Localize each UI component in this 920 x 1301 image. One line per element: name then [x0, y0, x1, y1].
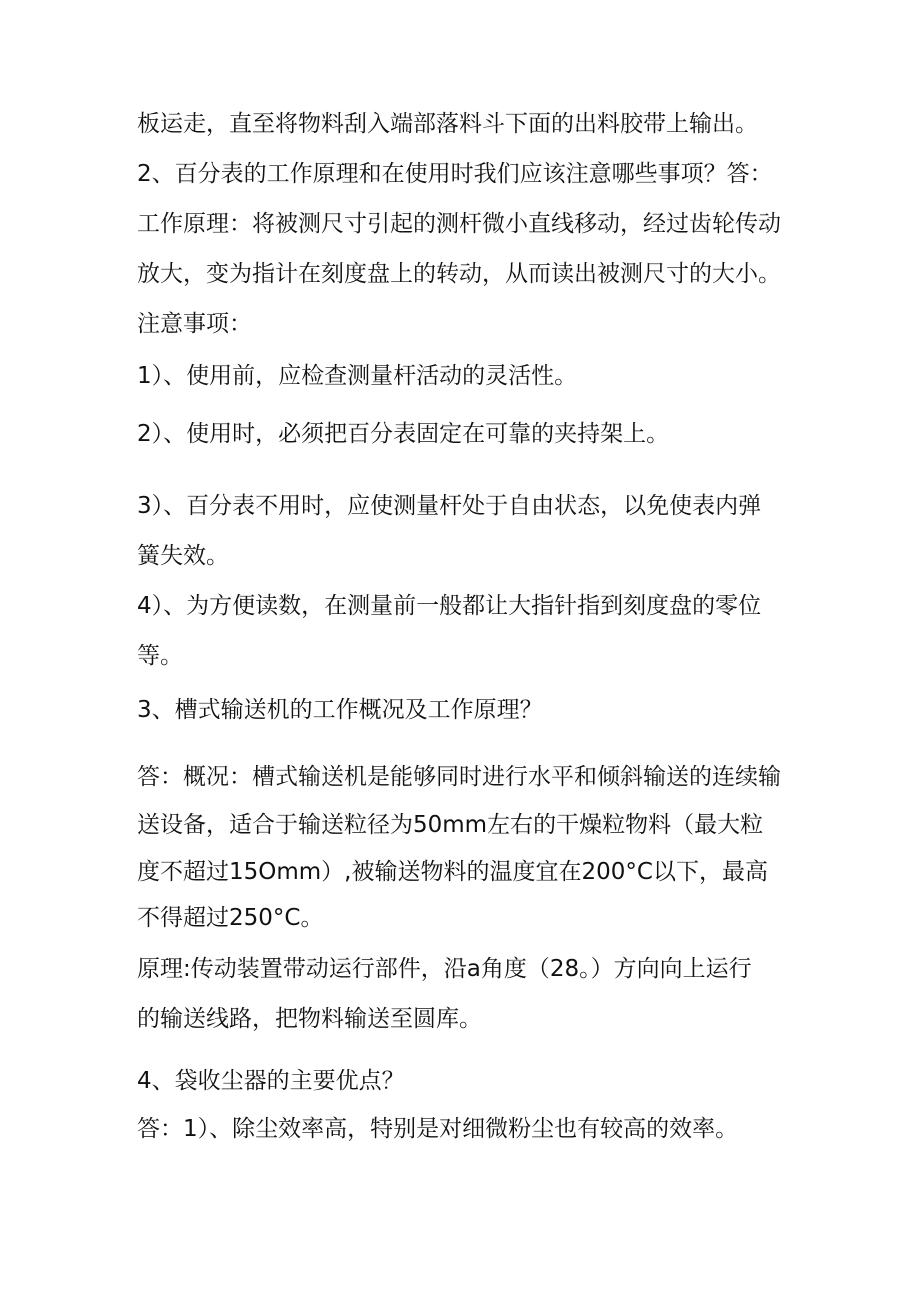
text-line: 度不超过15Omm）,被输送物料的温度宜在200°C以下，最高: [137, 859, 768, 885]
list-item: 2）、使用时，必须把百分表固定在可靠的夹持架上。: [137, 421, 670, 447]
text-line: 答：1）、除尘效率高，特别是对细微粉尘也有较高的效率。: [137, 1116, 739, 1142]
text-line: 不得超过250°C。: [137, 905, 324, 931]
text-line: 等。: [137, 643, 183, 669]
text-line: 板运走，直至将物料刮入端部落料斗下面的出料胶带上输出。: [137, 111, 758, 137]
question-4-heading: 4、袋收尘器的主要优点？: [137, 1068, 405, 1094]
list-item: 1）、使用前，应检查测量杆活动的灵活性。: [137, 363, 578, 389]
list-item: 3）、百分表不用时，应使测量杆处于自由状态，以免使表内弹: [137, 493, 762, 519]
text-line: 原理:传动装置带动运行部件，沿a角度（28。）方向向上运行: [137, 956, 752, 982]
question-2-heading: 2、百分表的工作原理和在使用时我们应该注意哪些事项？答：: [137, 161, 773, 187]
text-line: 放大，变为指计在刻度盘上的转动，从而读出被测尺寸的大小。: [137, 261, 781, 287]
text-line: 送设备，适合于输送粒径为50mm左右的干燥粒物料（最大粒: [137, 812, 764, 838]
text-line: 工作原理：将被测尺寸引起的测杆微小直线移动，经过齿轮传动: [137, 211, 781, 237]
list-item: 4）、为方便读数，在测量前一般都让大指针指到刻度盘的零位: [137, 593, 762, 619]
text-line: 答：概况：槽式输送机是能够同时进行水平和倾斜输送的连续输: [137, 764, 781, 790]
text-line: 注意事项：: [137, 311, 252, 337]
text-line: 的输送线路，把物料输送至圆库。: [137, 1006, 482, 1032]
question-3-heading: 3、槽式输送机的工作概况及工作原理？: [137, 697, 543, 723]
text-line: 簧失效。: [137, 543, 229, 569]
